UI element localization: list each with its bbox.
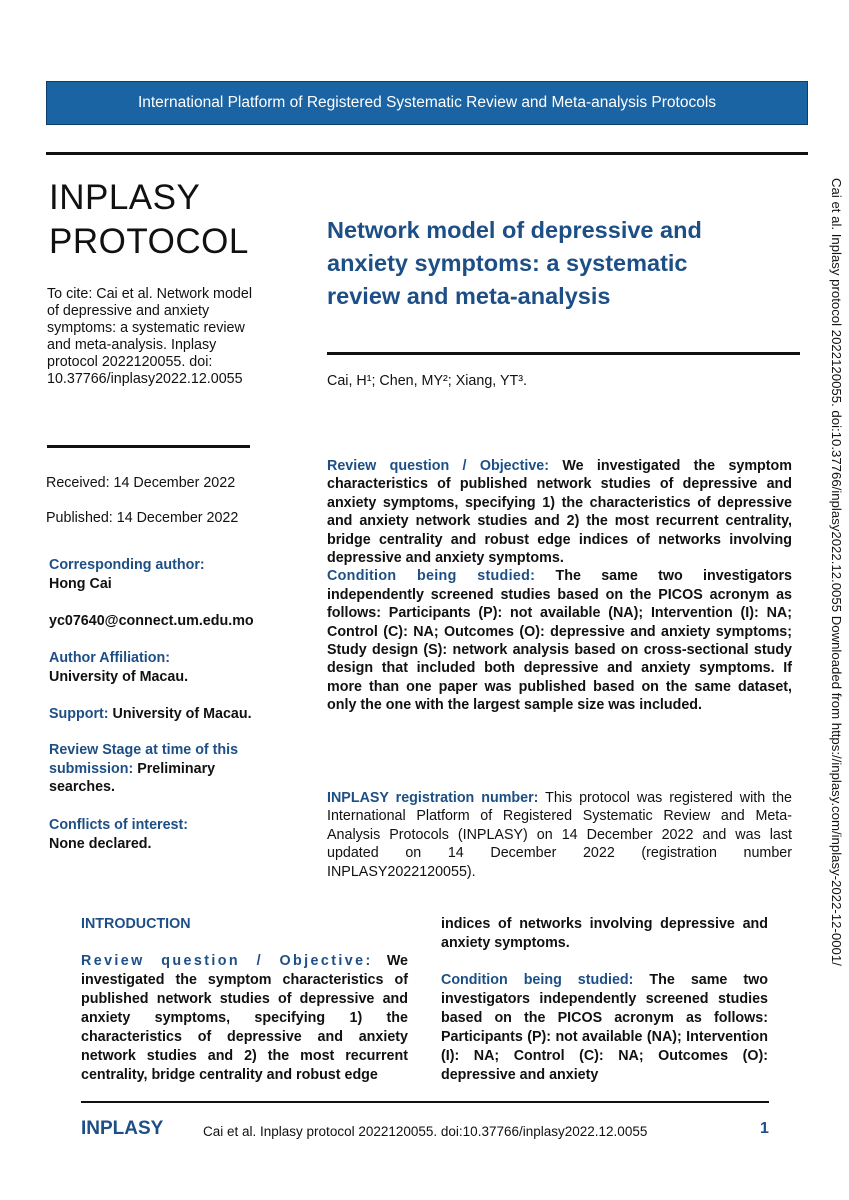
corresponding-author	[49, 556, 289, 593]
intro-rq-text: We investigated the symptom characteristics of published network studies of depressive and anxiety symptoms, specifying 1) the characteristics of depressive and anxiety network studies and 2) the most recurrent centrality, bridge centrality and robust edge	[81, 953, 408, 1083]
abstract-review-question	[327, 457, 792, 567]
rq-text: We investigated the symptom characteristics of published network studies of depressive and anxiety symptoms, specifying 1) the characteristics of depressive and anxiety network studies and 2) the most recurrent centrality, bridge centrality and robust edge indices of networks involving depressive and anxiety symptoms.	[327, 458, 792, 567]
reg-text: This protocol was registered with the International Platform of Registered Systematic Review and Meta-Analysis Protocols (INPLASY) on 14 December 2022 and was last updated on 14 December 2022 (registration number INPLASY2022120055).	[327, 790, 793, 880]
intro-col2-text: indices of networks involving depressive and anxiety symptoms.	[441, 916, 768, 951]
affil-value: University of Macau.	[49, 668, 189, 685]
masthead	[49, 176, 249, 264]
sidebar-rule	[47, 445, 250, 448]
banner-text: International Platform of Registered Systematic Review and Meta-analysis Protocols	[137, 94, 717, 111]
abstract-condition	[327, 567, 792, 714]
registration-number	[327, 789, 792, 881]
masthead-line1: INPLASY	[49, 178, 201, 217]
stage-label: Review Stage at time of this submission:	[49, 742, 239, 777]
corr-email: yc07640@connect.um.edu.mo	[49, 613, 254, 629]
cond-text: The same two investigators independently screened studies based on the PICOS acronym as follows: Participants (P): not available (NA); Intervention (I): NA; Control (C): NA; Outcomes (O): depressive and anxiety symptoms; Study design (S): network analysis based on cross-sectional study design that included both depressive and anxiety symptoms. If more than one paper was published based on the same dataset, only the one with the largest sample size was included.	[327, 568, 792, 714]
intro-condition	[441, 971, 768, 1085]
intro-rq-label: Review question / Objective:	[81, 953, 373, 969]
support-value: University of Macau.	[112, 706, 252, 722]
intro-cond-text: The same two investigators independently screened studies based on the PICOS acronym as follows: Participants (P): not available (NA); Intervention (I): NA; Control (C): NA; Outcomes (O): depressive and anxiety	[441, 972, 768, 1083]
review-stage	[49, 741, 269, 797]
received-date: Received: 14 December 2022	[46, 475, 236, 491]
page-number: 1	[760, 1120, 769, 1137]
author-affiliation	[49, 649, 289, 686]
header-banner	[46, 81, 808, 125]
corr-label: Corresponding author:	[49, 557, 205, 573]
corr-name: Hong Cai	[49, 575, 112, 592]
footer-logo: INPLASY	[81, 1118, 164, 1139]
abstract	[327, 457, 792, 715]
vertical-text: Cai et al. Inplasy protocol 2022120055. doi:10.37766/inplasy2022.12.0055 Downloaded from https://inplasy.com/inplasy-2022-12-0001/	[829, 178, 844, 966]
rq-label: Review question / Objective:	[327, 458, 549, 474]
affil-label: Author Affiliation:	[49, 650, 170, 666]
intro-review-question	[81, 952, 408, 1085]
intro-cond-label: Condition being studied:	[441, 972, 634, 988]
citation: To cite: Cai et al. Network model of depressive and anxiety symptoms: a systematic review and meta-analysis. Inplasy protocol 2022120055. doi: 10.37766/inplasy2022.12.0055	[47, 286, 253, 387]
footer-citation: Cai et al. Inplasy protocol 2022120055. doi:10.37766/inplasy2022.12.0055	[203, 1124, 648, 1139]
footer-rule	[81, 1101, 769, 1103]
masthead-line2: PROTOCOL	[49, 222, 249, 261]
cond-label: Condition being studied:	[327, 568, 536, 585]
conflict-label: Conflicts of interest:	[49, 817, 189, 833]
published-date: Published: 14 December 2022	[46, 510, 239, 526]
intro-column-2	[441, 915, 768, 1085]
intro-heading: INTRODUCTION	[81, 916, 191, 932]
support	[49, 705, 289, 724]
stage-value: Preliminary searches.	[49, 760, 216, 795]
vertical-download-note	[826, 178, 846, 1038]
conflict-value: None declared.	[49, 835, 152, 852]
top-rule	[46, 152, 808, 155]
support-label: Support:	[49, 706, 109, 722]
title-rule	[327, 352, 800, 355]
intro-column-1	[81, 915, 408, 1085]
authors: Cai, H¹; Chen, MY²; Xiang, YT³.	[327, 373, 527, 389]
reg-label: INPLASY registration number:	[327, 790, 539, 806]
conflicts	[49, 816, 289, 853]
paper-title: Network model of depressive and anxiety symptoms: a systematic review and meta-analysis	[327, 217, 702, 309]
